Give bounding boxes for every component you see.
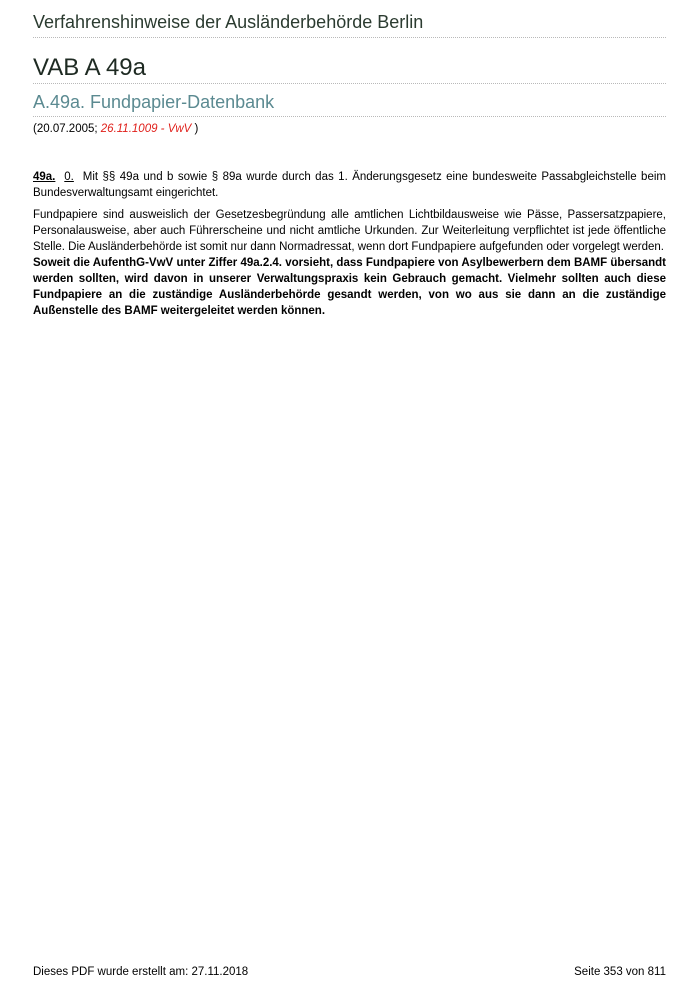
section-title: A.49a. Fundpapier-Datenbank [33,92,275,112]
paragraph-bamf-note: Soweit die AufenthG-VwV unter Ziffer 49a.2.4. vorsieht, dass Fundpapiere von Asylbewerbern dem BAMF übersandt werden sollten, wird davon in unserer Verwaltungspraxis kein Gebrauch gemacht. Vielmehr sollten auch diese Fundpapiere an die zuständige Ausländerbehörde gesandt werden, von wo aus sie dann an die zuständige Außenstelle des BAMF weitergeleitet werden können. [33,257,666,317]
paragraph-number[interactable]: 49a. [33,171,56,183]
paragraph-fundpapiere: Fundpapiere sind ausweislich der Gesetzesbegründung alle amtlichen Lichtbildausweise wie Pässe, Passersatzpapiere, Personalausweise, aber auch Führerscheine und nicht amtliche Urkunden. Zur Weiterleitung verpflichtet ist jede öffentliche Stelle. Die Ausländerbehörde ist somit nur dann Normadressat, wenn dort Fundpapiere aufgefunden oder vorgelegt werden. [33,209,666,253]
document-title: VAB A 49a [33,54,146,81]
footer-page-number: Seite 353 von 811 [574,966,666,978]
date-open: (20.07.2005; [33,123,101,135]
footer-area [33,0,666,990]
paragraph-subnumber[interactable]: 0. [64,171,74,183]
header-title: Verfahrenshinweise der Ausländerbehörde Berlin [33,12,424,32]
revision-link[interactable]: 26.11.1009 - VwV [100,123,192,135]
paragraph-text: Mit §§ 49a und b sowie § 89a wurde durch das 1. Änderungsgesetz eine bundesweite Passabgleichstelle beim Bundesverwaltungsamt eingerichtet. [33,171,666,199]
footer-created-date: Dieses PDF wurde erstellt am: 27.11.2018 [33,966,249,978]
date-close: ) [191,123,199,135]
